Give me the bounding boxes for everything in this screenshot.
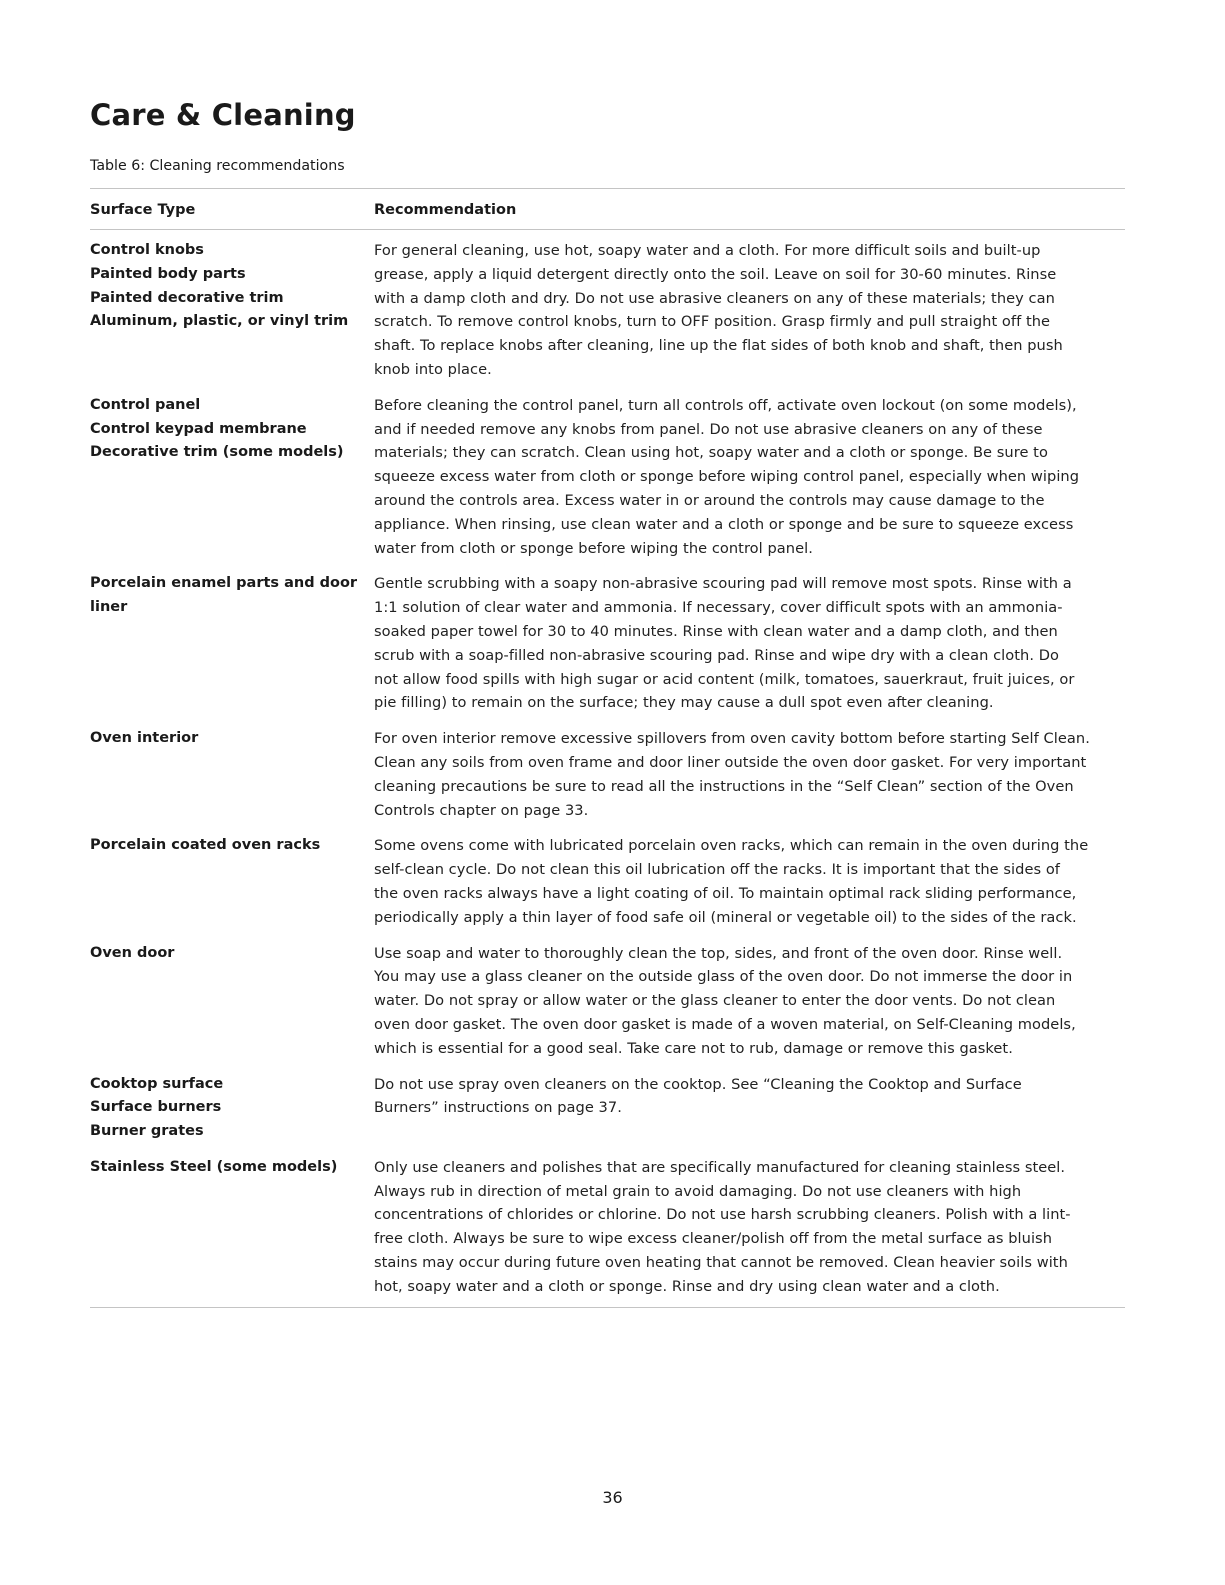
recommendation-line: periodically apply a thin layer of food safe oil (mineral or vegetable oil) to the sides of the rack. [374, 908, 1077, 926]
surface-type-label: Oven door [90, 944, 175, 961]
recommendation-line: shaft. To replace knobs after cleaning, line up the flat sides of both knob and shaft, then push [374, 337, 1063, 355]
header-recommendation: Recommendation [374, 202, 517, 218]
surface-type-label: Oven interior [90, 730, 199, 747]
recommendation-line: stains may occur during future oven heating that cannot be removed. Clean heavier soils with [374, 1254, 1068, 1272]
recommendation-cell [374, 727, 1125, 822]
recommendation-line: concentrations of chlorides or chlorine. Do not use harsh scrubbing cleaners. Polish with a lint- [374, 1206, 1071, 1224]
recommendation-cell [374, 394, 1125, 561]
recommendation-cell [374, 239, 1125, 382]
page-title: Care & Cleaning [90, 98, 356, 132]
recommendation-line: not allow food spills with high sugar or acid content (milk, tomatoes, sauerkraut, fruit juices, or [374, 670, 1075, 688]
cleaning-recommendations-table [90, 188, 1125, 1308]
surface-type-label: Control knobs [90, 242, 204, 258]
surface-type-label: Aluminum, plastic, or vinyl trim [90, 313, 349, 330]
recommendation-cell [374, 942, 1125, 1061]
surface-type-label: Control keypad membrane [90, 420, 307, 437]
recommendation-line: with a damp cloth and dry. Do not use abrasive cleaners on any of these materials; they can [374, 289, 1055, 307]
recommendation-line: appliance. When rinsing, use clean water and a cloth or sponge and be sure to squeeze excess [374, 515, 1074, 533]
recommendation-line: Gentle scrubbing with a soapy non-abrasive scouring pad will remove most spots. Rinse with a [374, 575, 1072, 593]
table-row [90, 239, 1125, 382]
recommendation-line: scratch. To remove control knobs, turn to OFF position. Grasp firmly and pull straight off the [374, 313, 1051, 331]
table-header-row [90, 189, 1125, 229]
recommendation-cell [374, 1073, 1125, 1144]
recommendation-line: For oven interior remove excessive spillovers from oven cavity bottom before starting Self Clean. [374, 730, 1090, 748]
page-number: 36 [602, 1488, 623, 1507]
surface-type-cell [90, 572, 374, 715]
surface-type-label: Control panel [90, 396, 201, 413]
recommendation-line: Always rub in direction of metal grain to avoid damaging. Do not use cleaners with high [374, 1182, 1022, 1200]
recommendation-line: which is essential for a good seal. Take care not to rub, damage or remove this gasket. [374, 1039, 1013, 1057]
surface-type-cell [90, 942, 374, 1061]
table-row [90, 834, 1125, 929]
recommendation-line: Burners” instructions on page 37. [374, 1099, 622, 1117]
recommendation-line: hot, soapy water and a cloth or sponge. Rinse and dry using clean water and a cloth. [374, 1277, 1000, 1295]
recommendation-line: You may use a glass cleaner on the outside glass of the oven door. Do not immerse the door in [374, 968, 1073, 986]
surface-type-label: Porcelain enamel parts and door [90, 575, 358, 592]
surface-type-cell [90, 727, 374, 822]
recommendation-cell [374, 834, 1125, 929]
recommendation-line: Controls chapter on page 33. [374, 801, 589, 819]
surface-type-label: Decorative trim (some models) [90, 444, 344, 461]
recommendation-line: knob into place. [374, 360, 492, 378]
recommendation-cell [374, 1156, 1125, 1299]
recommendation-line: Use soap and water to thoroughly clean the top, sides, and front of the oven door. Rinse well. [374, 944, 1063, 962]
surface-type-label: liner [90, 599, 128, 616]
recommendation-line: self-clean cycle. Do not clean this oil lubrication off the racks. It is important that the sides of [374, 861, 1060, 879]
surface-type-cell [90, 239, 374, 382]
recommendation-line: water from cloth or sponge before wiping the control panel. [374, 539, 813, 557]
recommendation-line: Before cleaning the control panel, turn all controls off, activate oven lockout (on some models), [374, 396, 1077, 414]
surface-type-cell [90, 834, 374, 929]
recommendation-line: scrub with a soap-filled non-abrasive scouring pad. Rinse and wipe dry with a clean cloth. Do [374, 646, 1059, 664]
table-bottom-rule [90, 1307, 1125, 1308]
recommendation-line: 1:1 solution of clear water and ammonia. If necessary, cover difficult spots with an ammonia- [374, 599, 1063, 617]
recommendation-line: cleaning precautions be sure to read all the instructions in the “Self Clean” section of the Oven [374, 777, 1074, 795]
table-row [90, 1156, 1125, 1299]
surface-type-cell [90, 394, 374, 561]
table-row [90, 394, 1125, 561]
surface-type-label: Porcelain coated oven racks [90, 837, 321, 854]
recommendation-line: Only use cleaners and polishes that are specifically manufactured for cleaning stainless steel. [374, 1158, 1066, 1176]
recommendation-line: Some ovens come with lubricated porcelain oven racks, which can remain in the oven during the [374, 837, 1089, 855]
recommendation-line: Clean any soils from oven frame and door liner outside the oven door gasket. For very important [374, 753, 1087, 771]
recommendation-line: oven door gasket. The oven door gasket is made of a woven material, on Self-Cleaning models, [374, 1015, 1076, 1033]
recommendation-line: around the controls area. Excess water in or around the controls may cause damage to the [374, 491, 1045, 509]
header-surface-type: Surface Type [90, 202, 196, 218]
recommendation-line: soaked paper towel for 30 to 40 minutes. Rinse with clean water and a damp cloth, and then [374, 622, 1058, 640]
surface-type-label: Stainless Steel (some models) [90, 1158, 338, 1175]
surface-type-cell [90, 1156, 374, 1299]
recommendation-line: free cloth. Always be sure to wipe excess cleaner/polish off from the metal surface as bluish [374, 1230, 1053, 1248]
surface-type-label: Burner grates [90, 1123, 204, 1140]
table-body [90, 230, 1125, 1299]
table-row [90, 942, 1125, 1061]
recommendation-line: water. Do not spray or allow water or the glass cleaner to enter the door vents. Do not clean [374, 992, 1056, 1010]
table-caption: Table 6: Cleaning recommendations [90, 158, 345, 174]
table-row [90, 727, 1125, 822]
recommendation-line: grease, apply a liquid detergent directly onto the soil. Leave on soil for 30-60 minutes. Rinse [374, 265, 1057, 283]
table-row [90, 572, 1125, 715]
recommendation-line: For general cleaning, use hot, soapy water and a cloth. For more difficult soils and built-up [374, 242, 1041, 259]
surface-type-label: Painted decorative trim [90, 289, 284, 306]
surface-type-label: Painted body parts [90, 265, 246, 282]
table-row [90, 1073, 1125, 1144]
recommendation-line: pie filling) to remain on the surface; they may cause a dull spot even after cleaning. [374, 694, 994, 712]
recommendation-line: squeeze excess water from cloth or sponge before wiping control panel, especially when wiping [374, 468, 1080, 486]
recommendation-line: materials; they can scratch. Clean using hot, soapy water and a cloth or sponge. Be sure to [374, 444, 1048, 462]
surface-type-label: Cooktop surface [90, 1075, 224, 1092]
recommendation-cell [374, 572, 1125, 715]
recommendation-line: the oven racks always have a light coating of oil. To maintain optimal rack sliding performance, [374, 884, 1077, 902]
surface-type-cell [90, 1073, 374, 1144]
surface-type-label: Surface burners [90, 1099, 222, 1116]
recommendation-line: and if needed remove any knobs from panel. Do not use abrasive cleaners on any of these [374, 420, 1043, 438]
recommendation-line: Do not use spray oven cleaners on the cooktop. See “Cleaning the Cooktop and Surface [374, 1075, 1022, 1093]
